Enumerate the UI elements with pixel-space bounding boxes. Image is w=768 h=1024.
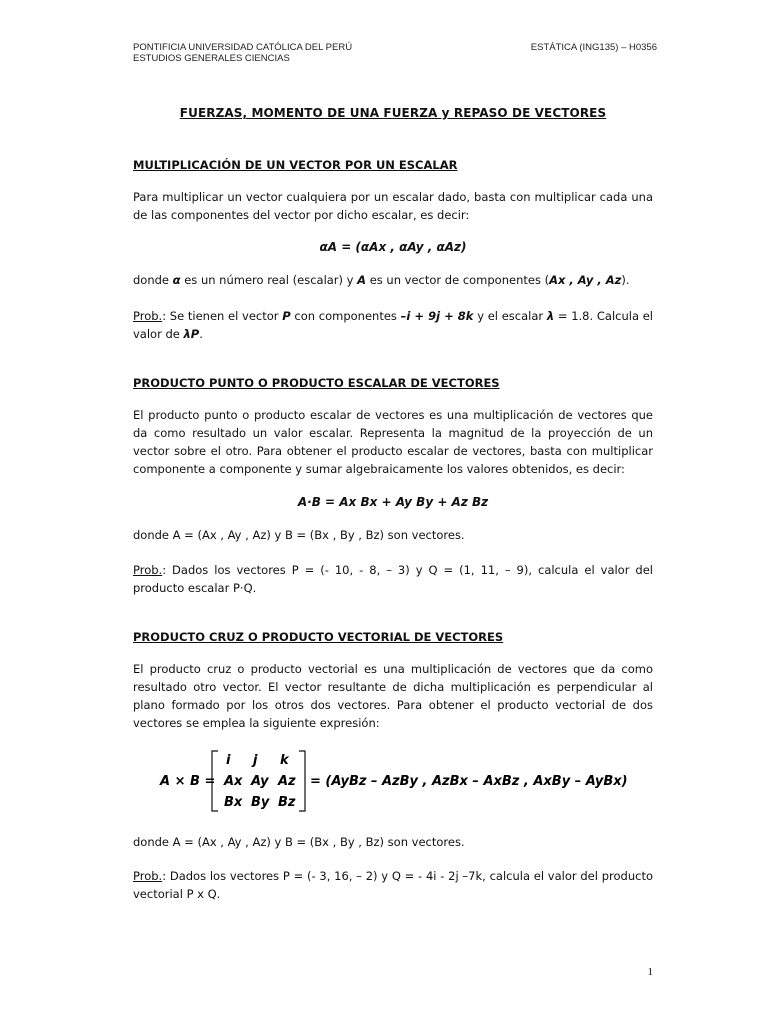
header-left: [133, 42, 352, 64]
section-title-cross-product: PRODUCTO CRUZ O PRODUCTO VECTORIAL DE VECTORES: [133, 630, 504, 644]
matrix-cell: i: [226, 753, 231, 768]
problem-dot: Prob.: Dados los vectores P = (- 10, - 8, – 3) y Q = (1, 11, – 9), calcula el valor del producto escalar P·Q.: [133, 563, 653, 595]
cross-rhs: = (AyBz – AzBy , AzBx – AxBz , AxBy – AyBx): [310, 774, 628, 789]
section-scalar-intro: Para multiplicar un vector cualquiera por un escalar dado, basta con multiplicar cada una de las componentes del vector por dicho escalar, es decir:: [133, 190, 653, 222]
section-title-dot-product: PRODUCTO PUNTO O PRODUCTO ESCALAR DE VECTORES: [133, 376, 500, 390]
matrix-cell: k: [280, 753, 289, 768]
problem-label: Prob.: [133, 563, 163, 577]
matrix-cell: Ay: [251, 774, 269, 789]
matrix-cell: j: [253, 753, 258, 768]
matrix-cell: Az: [278, 774, 296, 789]
equation-scalar-mult: αA = (αAx , αAy , αAz): [319, 240, 467, 254]
university-name: PONTIFICIA UNIVERSIDAD CATÓLICA DEL PERÚ: [133, 42, 353, 53]
section-cross-where: donde A = (Ax , Ay , Az) y B = (Bx , By , Bz) son vectores.: [133, 835, 465, 849]
page-number: 1: [647, 966, 653, 978]
matrix-cell: Bz: [278, 795, 296, 810]
matrix-right-bracket: [299, 751, 305, 811]
problem-cross: Prob.: Dados los vectores P = (- 3, 16, – 2) y Q = - 4i - 2j –7k, calcula el valor del producto vectorial P x Q.: [133, 869, 653, 901]
section-scalar-where: donde α es un número real (escalar) y A es un vector de componentes (Ax , Ay , Az).: [133, 273, 630, 287]
faculty-name: ESTUDIOS GENERALES CIENCIAS: [133, 53, 290, 64]
section-title-scalar-mult: MULTIPLICACIÓN DE UN VECTOR POR UN ESCALAR: [133, 158, 458, 172]
equation-cross-product: [160, 748, 660, 814]
problem-label: Prob.: [133, 869, 163, 883]
section-cross-intro: El producto cruz o producto vectorial es una multiplicación de vectores que da como resultado otro vector. El vector resultante de dicha multiplicación es perpendicular al plano formado por los otros dos vectores. Para obtener el producto vectorial de dos vectores se emplea la siguiente expresión:: [133, 662, 653, 730]
matrix-cell: By: [251, 795, 270, 810]
equation-dot-product: A·B = Ax Bx + Ay By + Az Bz: [297, 495, 489, 509]
problem-label: Prob.: [133, 309, 163, 323]
course-code: ESTÁTICA (ING135) – H0356: [530, 42, 657, 53]
section-dot-where: donde A = (Ax , Ay , Az) y B = (Bx , By , Bz) son vectores.: [133, 528, 465, 542]
matrix-cell: Bx: [224, 795, 243, 810]
cross-lhs: A × B =: [160, 774, 216, 789]
section-dot-intro: El producto punto o producto escalar de vectores es una multiplicación de vectores que da como resultado un valor escalar. Representa la magnitud de la proyección de un vector sobre el otro. Para obtener el producto escalar de vectores, basta con multiplicar componente a componente y sumar algebraicamente los valores obtenidos, es decir:: [133, 408, 653, 476]
document-title: FUERZAS, MOMENTO DE UNA FUERZA y REPASO DE VECTORES: [179, 106, 607, 120]
problem-scalar: Prob.: Se tienen el vector P con componentes –i + 9j + 8k y el escalar λ = 1.8. Calcula el valor de λP.: [133, 309, 653, 341]
matrix-cell: Ax: [224, 774, 243, 789]
